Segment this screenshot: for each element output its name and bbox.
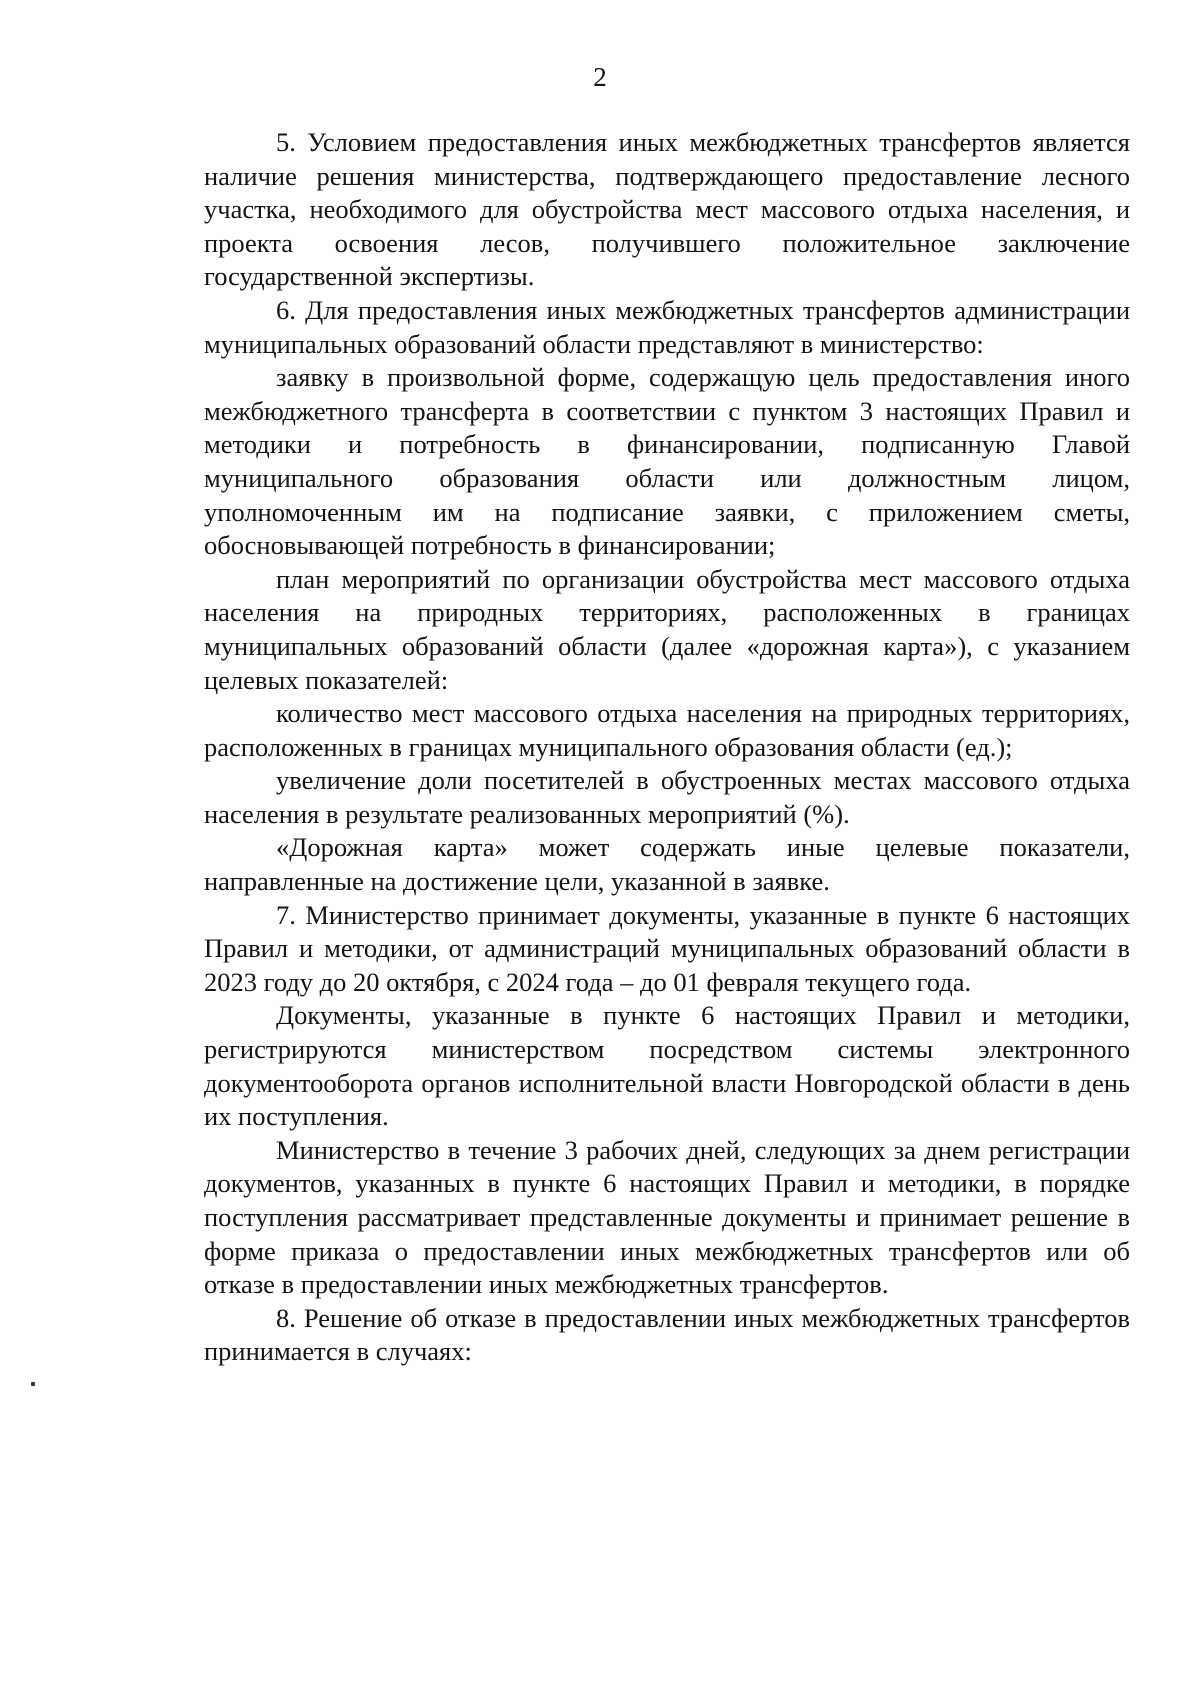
paragraph-roadmap-other: «Дорожная карта» может содержать иные целевые показатели, направленные на достижение цели, указанной в заявке. [204,832,1130,897]
page-number: 2 [593,62,607,92]
paragraph-registration: Документы, указанные в пункте 6 настоящих Правил и методики, регистрируются министерством посредством системы электронного документооборота органов исполнительной власти Новгородской области в день их поступления. [204,1000,1130,1132]
paragraph-indicator-visitors: увеличение доли посетителей в обустроенных местах массового отдыха населения в результате реализованных мероприятий (%). [204,765,1130,829]
paragraph-6-documents: 6. Для предоставления иных межбюджетных трансфертов администрации муниципальных образований области представляют в министерство: [204,294,1130,359]
scan-speck [31,1382,35,1386]
document-body [204,126,1130,1369]
paragraph-indicator-count: количество мест массового отдыха населения на природных территориях, расположенных в границах муниципального образования области (ед.); [204,698,1130,762]
paragraph-8-refusal: 8. Решение об отказе в предоставлении иных межбюджетных трансфертов принимается в случаях: [204,1302,1130,1367]
paragraph-7-acceptance: 7. Министерство принимает документы, указанные в пункте 6 настоящих Правил и методики, от администраций муниципальных образований области в 2023 году до 20 октября, с 2024 года – до 01 февраля текущего года. [204,899,1130,997]
paragraph-5-condition: 5. Условием предоставления иных межбюджетных трансфертов является наличие решения министерства, подтверждающего предоставление лесного участка, необходимого для обустройства мест массового отдыха населения, и проекта освоения лесов, получившего положительное заключение государственной экспертизы. [204,127,1130,292]
paragraph-action-plan: план мероприятий по организации обустройства мест массового отдыха населения на природных территориях, расположенных в границах муниципальных образований области (далее «дорожная карта»), с указанием целевых показателей: [204,563,1130,695]
paragraph-application: заявку в произвольной форме, содержащую цель предоставления иного межбюджетного трансферта в соответствии с пунктом 3 настоящих Правил и методики и потребность в финансировании, подписанную Главой муниципального образования области или должностным лицом, уполномоченным им на подписание заявки, с приложением сметы, обосновывающей потребность в финансировании; [204,362,1130,561]
paragraph-decision: Министерство в течение 3 рабочих дней, следующих за днем регистрации документов, указанных в пункте 6 настоящих Правил и методики, в порядке поступления рассматривает представленные документы и принимает решение в форме приказа о предоставлении иных межбюджетных трансфертов или об отказе в предоставлении иных межбюджетных трансфертов. [204,1134,1130,1300]
